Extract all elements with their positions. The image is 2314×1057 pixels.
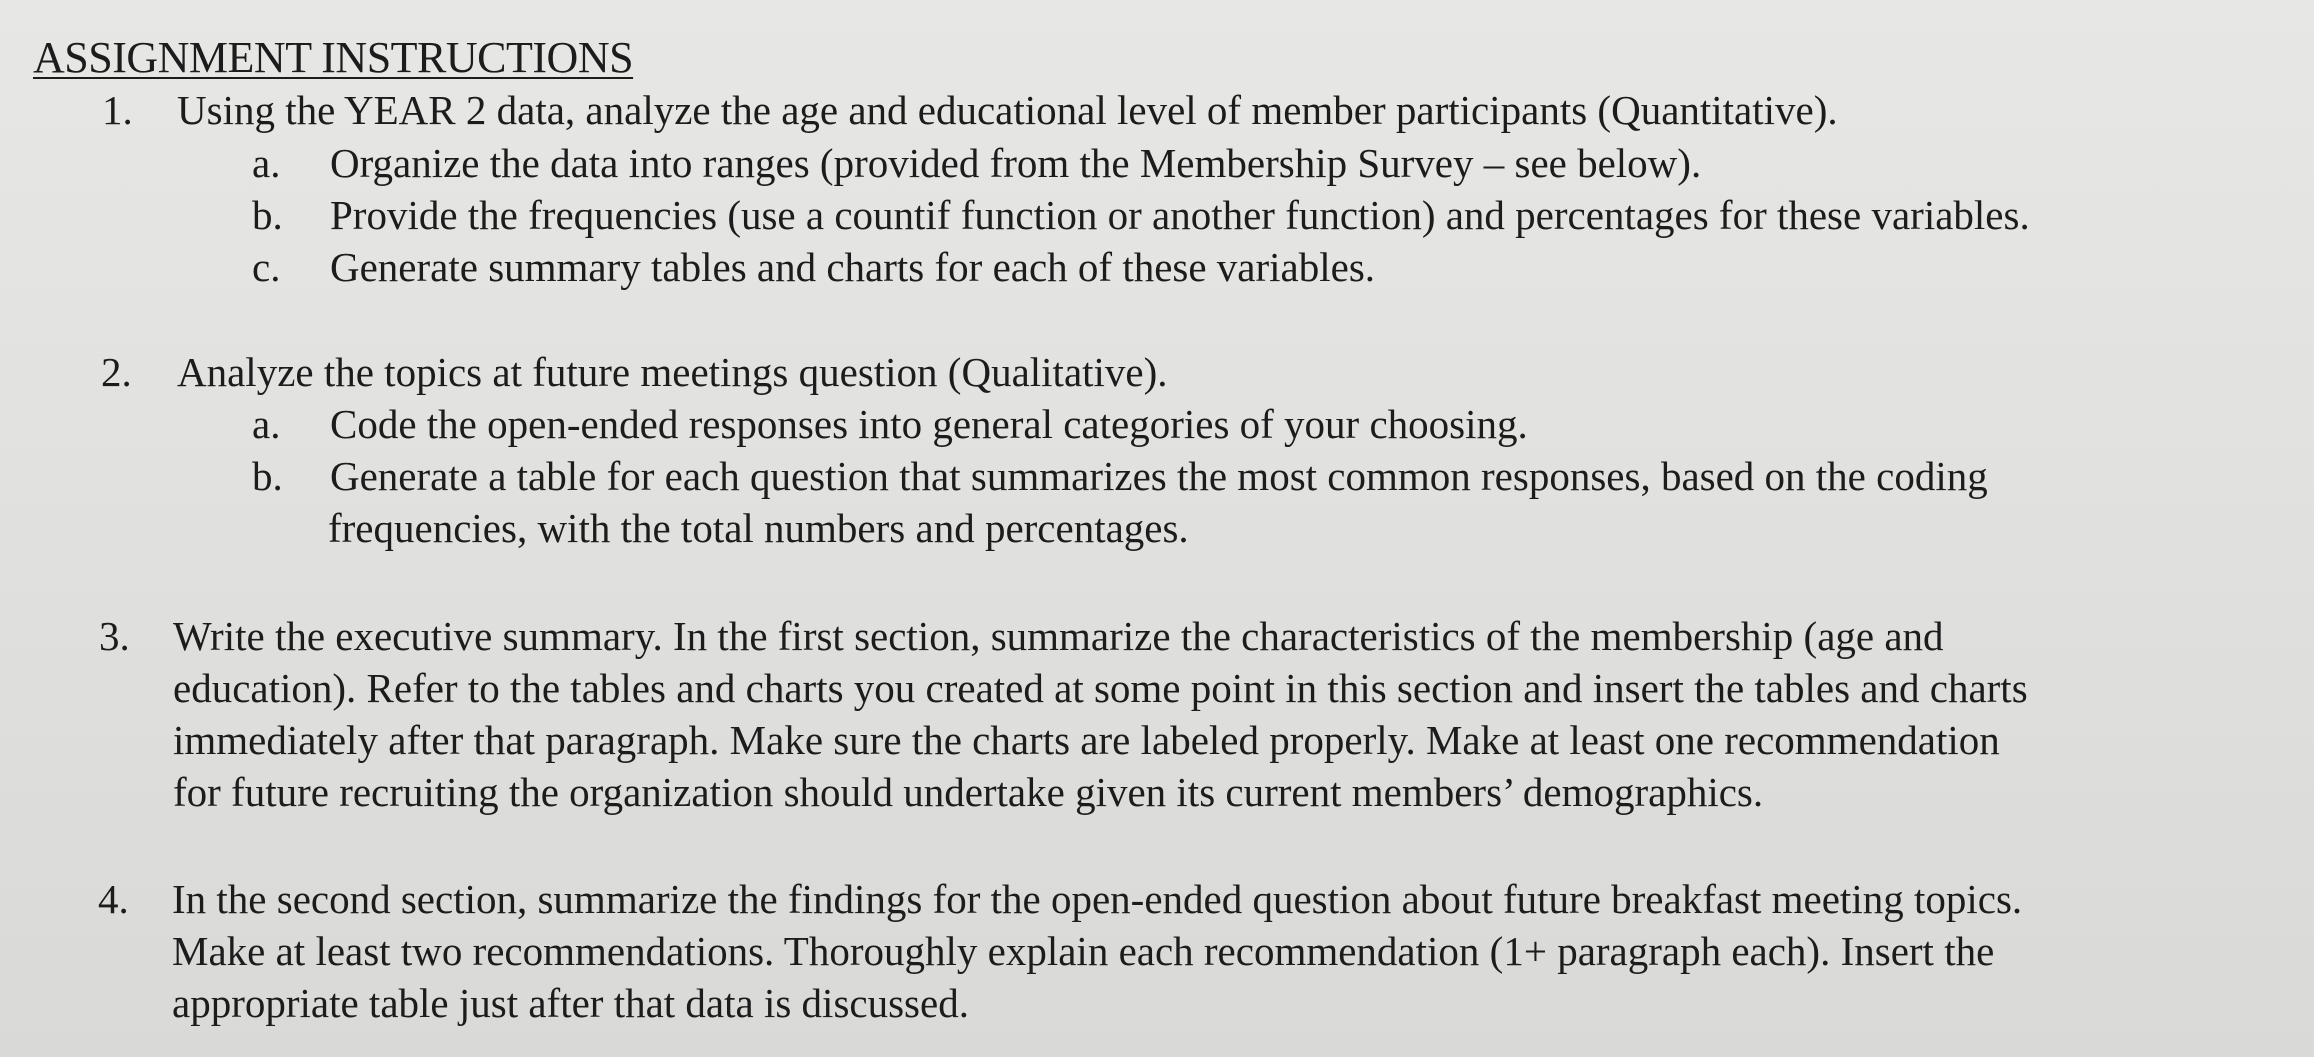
item-1b-label: b. (252, 192, 283, 238)
item-3-text-line-3: immediately after that paragraph. Make sure the charts are labeled properly. Make at least one recommendation (173, 717, 2000, 763)
item-2-text: Analyze the topics at future meetings question (Qualitative). (177, 349, 1168, 395)
item-3-text-line-4: for future recruiting the organization should undertake given its current members’ demographics. (173, 769, 1764, 815)
item-2b-text-line-1: Generate a table for each question that summarizes the most common responses, based on the coding (330, 453, 1988, 499)
item-3-text-line-1: Write the executive summary. In the first section, summarize the characteristics of the membership (age and (173, 613, 1944, 659)
item-4-text-line-3: appropriate table just after that data is discussed. (172, 980, 969, 1026)
item-4-number: 4. (98, 876, 129, 922)
item-1c-label: c. (252, 244, 281, 290)
item-2-number: 2. (101, 349, 132, 395)
item-3-text-line-2: education). Refer to the tables and charts you created at some point in this section and insert the tables and charts (173, 665, 2028, 711)
item-1-text: Using the YEAR 2 data, analyze the age and educational level of member participants (Quantitative). (177, 87, 1838, 133)
item-3-number: 3. (99, 613, 130, 659)
item-4-text-line-1: In the second section, summarize the findings for the open-ended question about future breakfast meeting topics. (172, 876, 2023, 922)
item-2b-label: b. (252, 453, 283, 499)
item-1-number: 1. (102, 87, 133, 133)
item-4-text-line-2: Make at least two recommendations. Thoroughly explain each recommendation (1+ paragraph each). Insert the (172, 928, 1995, 974)
item-1a-label: a. (252, 140, 281, 186)
item-1b-text: Provide the frequencies (use a countif function or another function) and percentages for these variables. (330, 192, 2030, 238)
item-2a-label: a. (252, 401, 281, 447)
item-1a-text: Organize the data into ranges (provided from the Membership Survey – see below). (330, 140, 1702, 186)
item-2a-text: Code the open-ended responses into general categories of your choosing. (330, 401, 1528, 447)
item-1c-text: Generate summary tables and charts for each of these variables. (330, 244, 1376, 290)
item-2b-text-line-2: frequencies, with the total numbers and percentages. (328, 505, 1189, 551)
page-title: ASSIGNMENT INSTRUCTIONS (33, 33, 634, 82)
